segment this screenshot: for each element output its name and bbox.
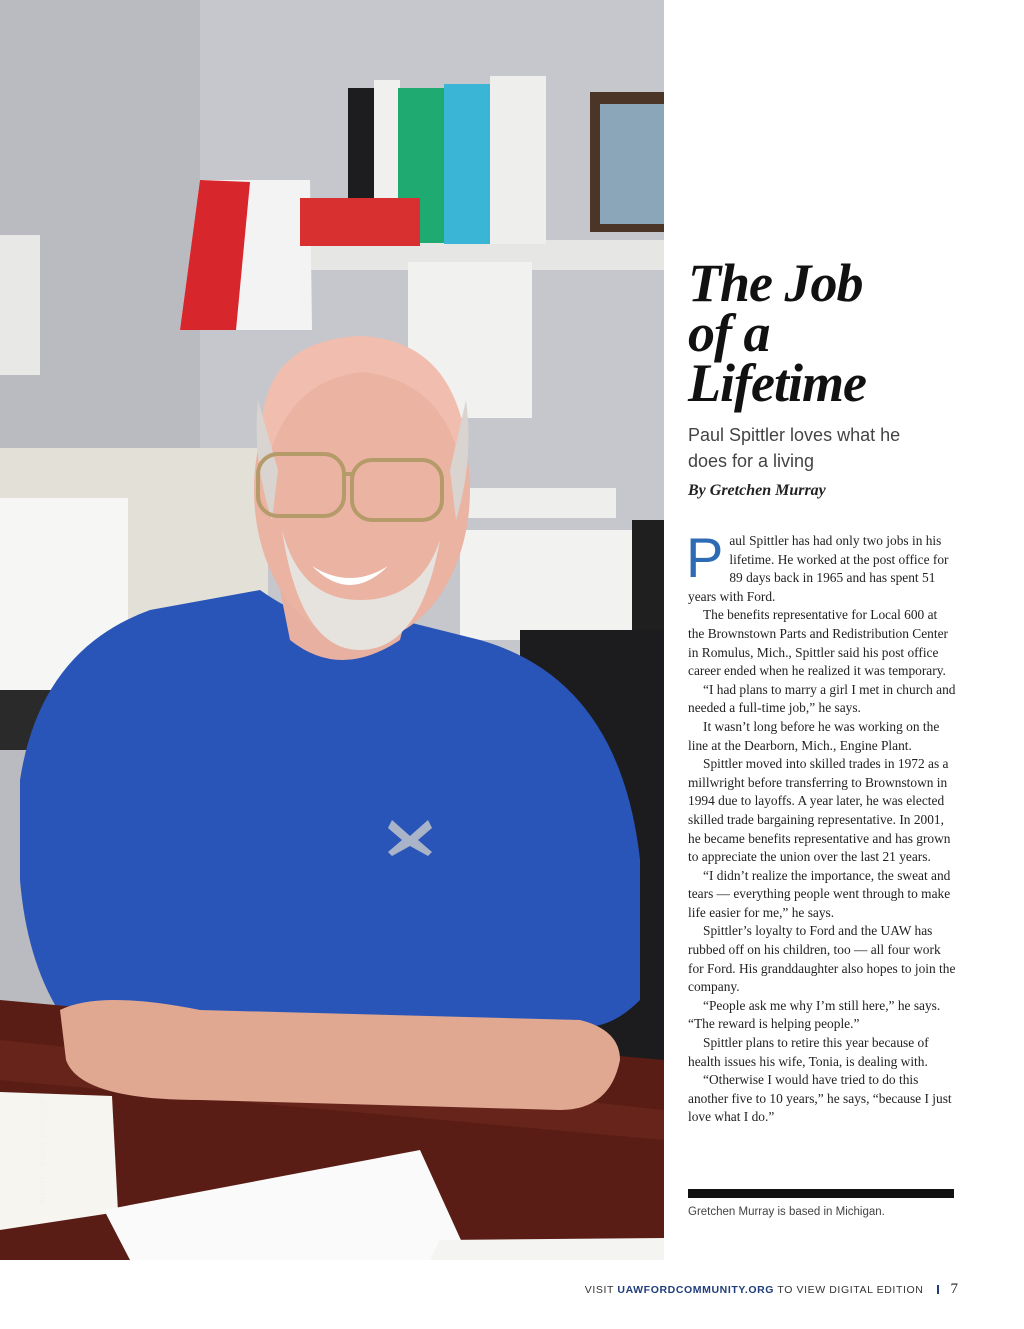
article-subtitle: Paul Spittler loves what he does for a living [688, 425, 901, 471]
article-paragraph: Spittler moved into skilled trades in 1972 as a millwright before transferring to Brownstown in 1994 due to layoffs. A year later, he was elected skilled trade bargaining representative. In 2001, he became benefits representative and has grown to appreciate the union over the last 21 years. [688, 756, 951, 865]
paragraph-text: aul Spittler has had only two jobs in his lifetime. He worked at the post office for 89 days back in 1965 and has spent 51 years with Ford. [688, 533, 949, 604]
title-line: of a [688, 303, 770, 363]
article-paragraph: Spittler’s loyalty to Ford and the UAW has rubbed off on his children, too — all four work for Ford. His granddaughter also hopes to join the company. [688, 923, 956, 995]
author-note: Gretchen Murray is based in Michigan. [688, 1206, 885, 1218]
title-line: Lifetime [688, 353, 866, 413]
article-body [686, 526, 956, 1127]
article-byline: By Gretchen Murray [688, 482, 826, 499]
footer-prefix: VISIT [584, 1284, 614, 1296]
article-paragraph: “I didn’t realize the importance, the sweat and tears — everything people went through to make life easier for me,” he says. [688, 867, 951, 920]
page-footer [585, 1281, 958, 1298]
article-paragraph: “I had plans to marry a girl I met in church and needed a full-time job,” he says. [688, 681, 956, 716]
article-paragraph: “People ask me why I’m still here,” he says. “The reward is helping people.” [688, 997, 941, 1032]
article-paragraph: It wasn’t long before he was working on the line at the Dearborn, Mich., Engine Plant. [688, 718, 940, 753]
article-title [688, 253, 956, 413]
article-paragraph [686, 526, 956, 606]
page-number: 7 [950, 1281, 958, 1297]
photo-credit: PHOTO: BRAD ZIEGLER [38, 1098, 48, 1205]
footer-separator [937, 1285, 939, 1294]
title-block [688, 253, 956, 500]
title-line: The Job [688, 253, 863, 313]
article-paragraph: Spittler plans to retire this year because of health issues his wife, Tonia, is dealing with. [688, 1035, 929, 1069]
drop-cap: P [686, 526, 724, 589]
footer-url-link[interactable]: UAWFORDCOMMUNITY.ORG [617, 1284, 775, 1296]
divider-rule [688, 1189, 954, 1198]
article-paragraph: “Otherwise I would have tried to do this another five to 10 years,” he says, “because I just love what I do.” [688, 1072, 952, 1125]
footer-suffix: TO VIEW DIGITAL EDITION [777, 1284, 924, 1296]
article-paragraph: The benefits representative for Local 600 at the Brownstown Parts and Redistribution Center in Romulus, Mich., Spittler said his post office career ended when he realized it was temporary. [688, 607, 948, 679]
